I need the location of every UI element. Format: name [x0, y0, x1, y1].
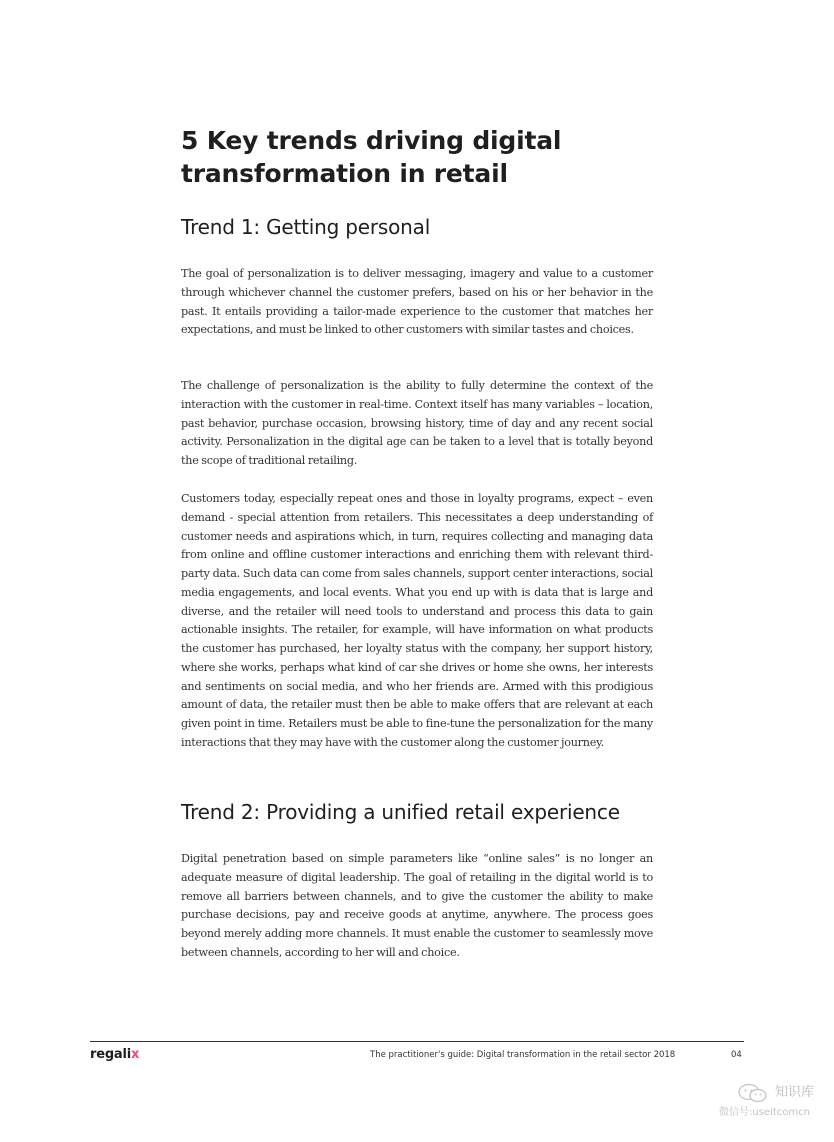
footer-publication-title: The practitioner's guide: Digital transformation in the retail sector 2018 [370, 1050, 676, 1060]
page-number: 04 [731, 1050, 742, 1060]
footer-divider [90, 1041, 744, 1042]
wechat-icon [737, 1083, 769, 1103]
logo-accent: x [131, 1047, 140, 1062]
regalix-logo [90, 1046, 139, 1064]
paragraph-trend-1-1: The goal of personalization is to deliver messaging, imagery and value to a customer through whichever channel the customer prefers, based on his or her behavior in the past. It entails providing a tailor-made experience to the customer that matches her expectations, and must be linked to other customers with similar tastes and choices. [181, 267, 653, 337]
paragraph-trend-1-2: The challenge of personalization is the ability to fully determine the context of the interaction with the customer in real-time. Context itself has many variables – location, past behavior, purchase occasion, browsing history, time of day and any recent social activity. Personalization in the digital age can be taken to a level that is totally beyond the scope of traditional retailing. [181, 379, 653, 467]
paragraph-trend-2-1: Digital penetration based on simple parameters like “online sales” is no longer an adequate measure of digital leadership. The goal of retailing in the digital world is to remove all barriers between channels, and to give the customer the ability to make purchase decisions, pay and receive goods at anytime, anywhere. The process goes beyond merely adding more channels. It must enable the customer to seamlessly move between channels, according to her will and choice. [181, 852, 653, 959]
paragraph-trend-1-3: Customers today, especially repeat ones and those in loyalty programs, expect – even demand - special attention from retailers. This necessitates a deep understanding of customer needs and aspirations which, in turn, requires collecting and managing data from online and offline customer interactions and enriching them with relevant third-party data. Such data can come from sales channels, support center interactions, social media engagements, and local events. What you end up with is data that is large and diverse, and the retailer will need tools to understand and process this data to gain actionable insights. The retailer, for example, will have information on what products the customer has purchased, her loyalty status with the company, her support history, where she works, perhaps what kind of car she drives or home she owns, her interests and sentiments on social media, and who her friends are. Armed with this prodigious amount of data, the retailer must then be able to make offers that are relevant at each given point in time. Retailers must be able to fine-tune the personalization for the many interactions that they may have with the customer along the customer journey. [181, 492, 653, 749]
section-heading-trend-1: Trend 1: Getting personal [181, 215, 431, 239]
watermark-subtitle: 微信号:useitcomcn [719, 1107, 810, 1118]
section-heading-trend-2: Trend 2: Providing a unified retail experience [181, 800, 620, 824]
logo-text: regali [90, 1047, 132, 1062]
watermark-title: 知识库 [775, 1085, 815, 1100]
page-title: 5 Key trends driving digital transformation in retail [181, 126, 562, 188]
